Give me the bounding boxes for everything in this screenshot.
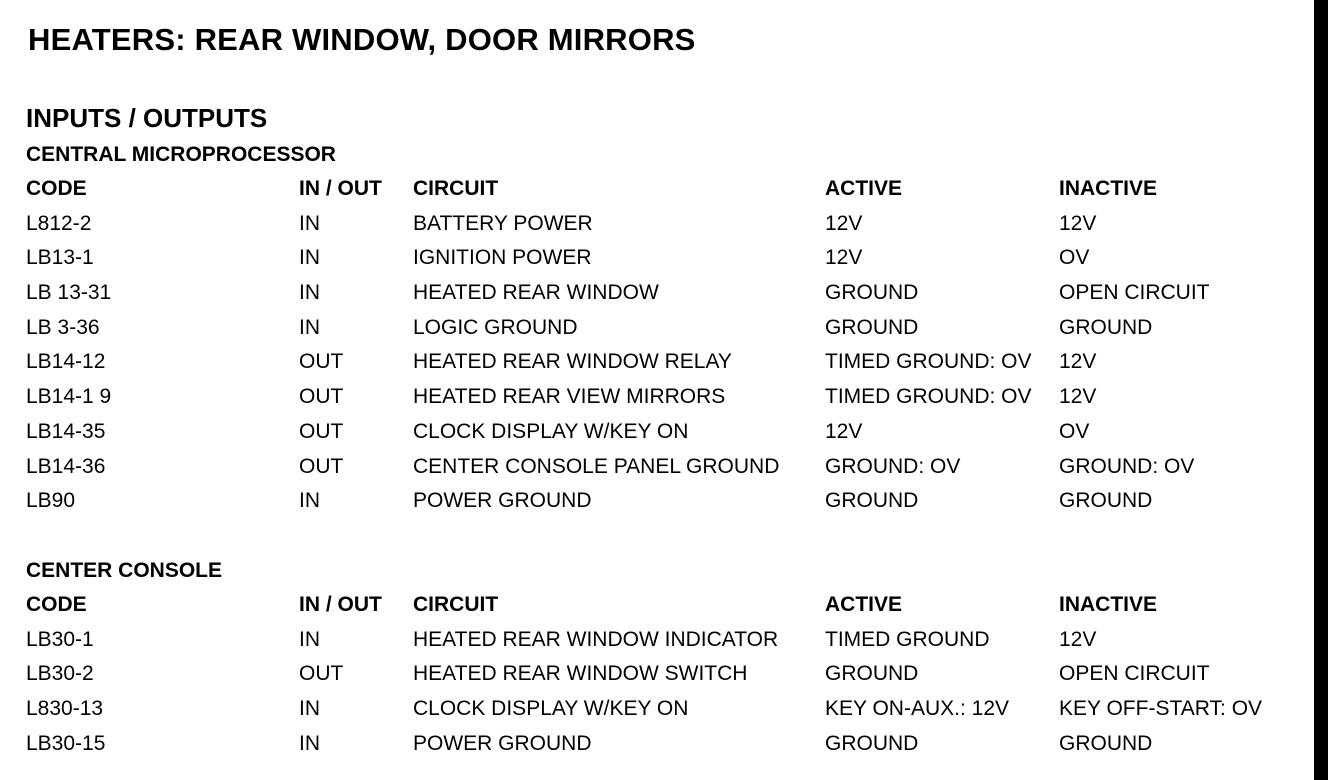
cell-io: IN <box>299 246 320 270</box>
cell-active: TIMED GROUND <box>825 627 990 651</box>
header-active: ACTIVE <box>825 177 903 200</box>
cell-code: LB30-1 <box>26 627 94 651</box>
cell-active: GROUND <box>825 281 919 305</box>
cell-circuit: BATTERY POWER <box>413 211 593 235</box>
cell-active: TIMED GROUND: OV <box>825 350 1032 374</box>
cell-code: LB90 <box>26 489 76 513</box>
table-row <box>26 241 1090 276</box>
cell-active: 12V <box>825 246 863 270</box>
table-row <box>26 623 1097 658</box>
cell-io: IN <box>299 211 320 235</box>
cell-inactive: 12V <box>1059 350 1097 374</box>
cell-inactive: KEY OFF-START: OV <box>1059 697 1263 721</box>
table-row <box>26 276 1210 311</box>
cell-circuit: HEATED REAR VIEW MIRRORS <box>413 385 726 409</box>
cell-io: IN <box>299 281 320 305</box>
cell-io: OUT <box>299 454 344 478</box>
table-header-row <box>26 172 1158 207</box>
cell-circuit: HEATED REAR WINDOW INDICATOR <box>413 627 779 651</box>
cell-circuit: POWER GROUND <box>413 731 592 755</box>
cell-inactive: 12V <box>1059 211 1097 235</box>
cell-active: GROUND <box>825 315 919 339</box>
cell-inactive: OPEN CIRCUIT <box>1059 281 1210 305</box>
cell-io: IN <box>299 315 320 339</box>
table-row <box>26 345 1097 380</box>
header-inactive: INACTIVE <box>1059 593 1158 616</box>
cell-code: LB30-15 <box>26 731 106 755</box>
cell-active: GROUND <box>825 489 919 513</box>
cell-code: LB14-1 9 <box>26 385 112 409</box>
cell-io: IN <box>299 489 320 513</box>
cell-io: OUT <box>299 419 344 443</box>
section-title: INPUTS / OUTPUTS <box>26 103 268 133</box>
cell-io: OUT <box>299 385 344 409</box>
table-row <box>26 311 1153 346</box>
cell-io: IN <box>299 697 320 721</box>
cell-code: LB14-36 <box>26 454 106 478</box>
cell-inactive: GROUND <box>1059 731 1153 755</box>
page-edge-bar <box>1314 0 1328 780</box>
cell-active: KEY ON-AUX.: 12V <box>825 697 1010 721</box>
cell-io: IN <box>299 731 320 755</box>
cell-inactive: GROUND: OV <box>1059 454 1195 478</box>
cell-active: GROUND <box>825 731 919 755</box>
header-code: CODE <box>26 593 87 616</box>
table-row <box>26 207 1097 242</box>
table-row <box>26 692 1263 727</box>
group-center-console <box>26 554 1263 761</box>
cell-circuit: HEATED REAR WINDOW <box>413 281 659 305</box>
header-inactive: INACTIVE <box>1059 177 1158 200</box>
header-circuit: CIRCUIT <box>413 593 499 616</box>
cell-code: LB 3-36 <box>26 315 100 339</box>
cell-io: IN <box>299 627 320 651</box>
cell-active: TIMED GROUND: OV <box>825 385 1032 409</box>
cell-circuit: HEATED REAR WINDOW SWITCH <box>413 662 748 686</box>
cell-active: 12V <box>825 211 863 235</box>
cell-code: LB 13-31 <box>26 281 112 305</box>
header-io: IN / OUT <box>299 593 382 616</box>
cell-active: 12V <box>825 419 863 443</box>
page-title: HEATERS: REAR WINDOW, DOOR MIRRORS <box>28 22 696 57</box>
cell-active: GROUND <box>825 662 919 686</box>
cell-active: GROUND: OV <box>825 454 961 478</box>
header-code: CODE <box>26 177 87 200</box>
table-row <box>26 415 1090 450</box>
group-central-microprocessor <box>26 138 1210 519</box>
cell-inactive: OV <box>1059 419 1090 443</box>
cell-code: LB14-12 <box>26 350 106 374</box>
table-header-row <box>26 588 1158 623</box>
cell-inactive: GROUND <box>1059 315 1153 339</box>
cell-inactive: 12V <box>1059 627 1097 651</box>
cell-io: OUT <box>299 350 344 374</box>
cell-code: L812-2 <box>26 211 92 235</box>
table-row <box>26 380 1097 415</box>
cell-code: LB13-1 <box>26 246 94 270</box>
header-io: IN / OUT <box>299 177 382 200</box>
cell-circuit: CLOCK DISPLAY W/KEY ON <box>413 697 689 721</box>
cell-code: LB30-2 <box>26 662 94 686</box>
cell-circuit: CLOCK DISPLAY W/KEY ON <box>413 419 689 443</box>
cell-inactive: OV <box>1059 246 1090 270</box>
table-row <box>26 484 1153 519</box>
cell-circuit: POWER GROUND <box>413 489 592 513</box>
cell-inactive: GROUND <box>1059 489 1153 513</box>
cell-circuit: CENTER CONSOLE PANEL GROUND <box>413 454 780 478</box>
cell-circuit: HEATED REAR WINDOW RELAY <box>413 350 732 374</box>
cell-circuit: IGNITION POWER <box>413 246 592 270</box>
cell-inactive: OPEN CIRCUIT <box>1059 662 1210 686</box>
table-row <box>26 727 1153 762</box>
group-title: CENTER CONSOLE <box>26 559 223 582</box>
header-active: ACTIVE <box>825 593 903 616</box>
cell-circuit: LOGIC GROUND <box>413 315 578 339</box>
header-circuit: CIRCUIT <box>413 177 499 200</box>
cell-code: L830-13 <box>26 697 104 721</box>
table-row <box>26 657 1210 692</box>
cell-code: LB14-35 <box>26 419 106 443</box>
cell-inactive: 12V <box>1059 385 1097 409</box>
table-row <box>26 450 1195 485</box>
group-title: CENTRAL MICROPROCESSOR <box>26 143 336 166</box>
cell-io: OUT <box>299 662 344 686</box>
